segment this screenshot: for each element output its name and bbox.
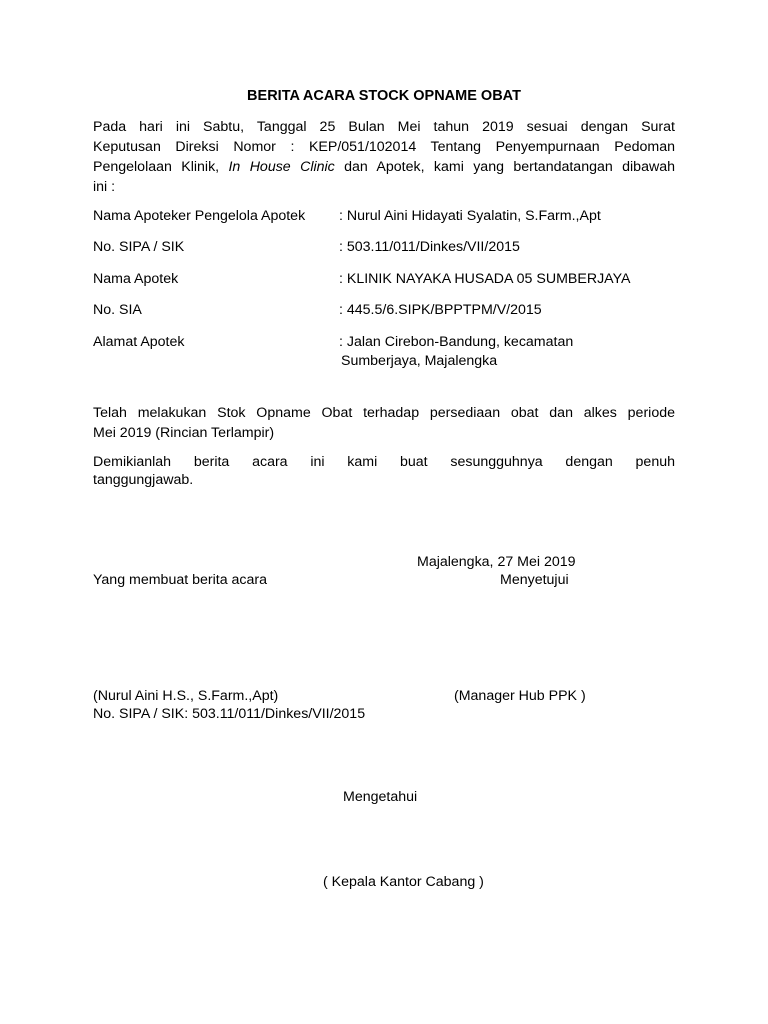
closing-line-2: tanggungjawab. xyxy=(93,472,194,488)
intro-line-1: Pada hari ini Sabtu, Tanggal 25 Bulan Mei tahun 2019 sesuai dengan Surat xyxy=(93,119,675,135)
approver-label: Menyetujui xyxy=(500,572,569,588)
field-label-sia: No. SIA xyxy=(93,302,142,318)
field-value-apotek: : KLINIK NAYAKA HUSADA 05 SUMBERJAYA xyxy=(339,271,631,287)
maker-name: (Nurul Aini H.S., S.Farm.,Apt) xyxy=(93,688,279,704)
field-value-alamat: : Jalan Cirebon-Bandung, kecamatan xyxy=(339,334,574,350)
intro-line-4: ini : xyxy=(93,179,116,195)
place-date: Majalengka, 27 Mei 2019 xyxy=(417,554,576,570)
intro-line-3-italic: In House Clinic xyxy=(228,159,335,175)
statement-line-2: Mei 2019 (Rincian Terlampir) xyxy=(93,425,275,441)
intro-line-3-after: dan Apotek, kami yang bertandatangan dibawah xyxy=(334,159,675,175)
field-value-sia: : 445.5/6.SIPK/BPPTPM/V/2015 xyxy=(339,302,542,318)
intro-line-2: Keputusan Direksi Nomor : KEP/051/102014 Tentang Penyempurnaan Pedoman xyxy=(93,139,675,155)
acknowledger-name: ( Kepala Kantor Cabang ) xyxy=(323,874,484,890)
acknowledge-label: Mengetahui xyxy=(343,789,418,805)
document-title: BERITA ACARA STOCK OPNAME OBAT xyxy=(247,88,521,104)
field-label-alamat: Alamat Apotek xyxy=(93,334,185,350)
field-label-apoteker: Nama Apoteker Pengelola Apotek xyxy=(93,208,306,224)
field-label-apotek: Nama Apotek xyxy=(93,271,179,287)
field-value-alamat-line-2: Sumberjaya, Majalengka xyxy=(341,353,498,369)
maker-label: Yang membuat berita acara xyxy=(93,572,268,588)
closing-line-1: Demikianlah berita acara ini kami buat sesungguhnya dengan penuh xyxy=(93,454,675,470)
field-value-apoteker: : Nurul Aini Hidayati Syalatin, S.Farm.,Apt xyxy=(339,208,601,224)
statement-line-1: Telah melakukan Stok Opname Obat terhadap persediaan obat dan alkes periode xyxy=(93,405,675,421)
approver-name: (Manager Hub PPK ) xyxy=(454,688,586,704)
field-label-sipa: No. SIPA / SIK xyxy=(93,239,185,255)
intro-line-3-before: Pengelolaan Klinik, xyxy=(93,159,229,175)
intro-line-3 xyxy=(93,157,675,177)
maker-sipa: No. SIPA / SIK: 503.11/011/Dinkes/VII/2015 xyxy=(93,706,366,722)
closing-paragraph xyxy=(93,453,675,489)
intro-paragraph xyxy=(93,117,675,197)
statement-paragraph xyxy=(93,403,675,443)
field-value-sipa: : 503.11/011/Dinkes/VII/2015 xyxy=(339,239,520,255)
